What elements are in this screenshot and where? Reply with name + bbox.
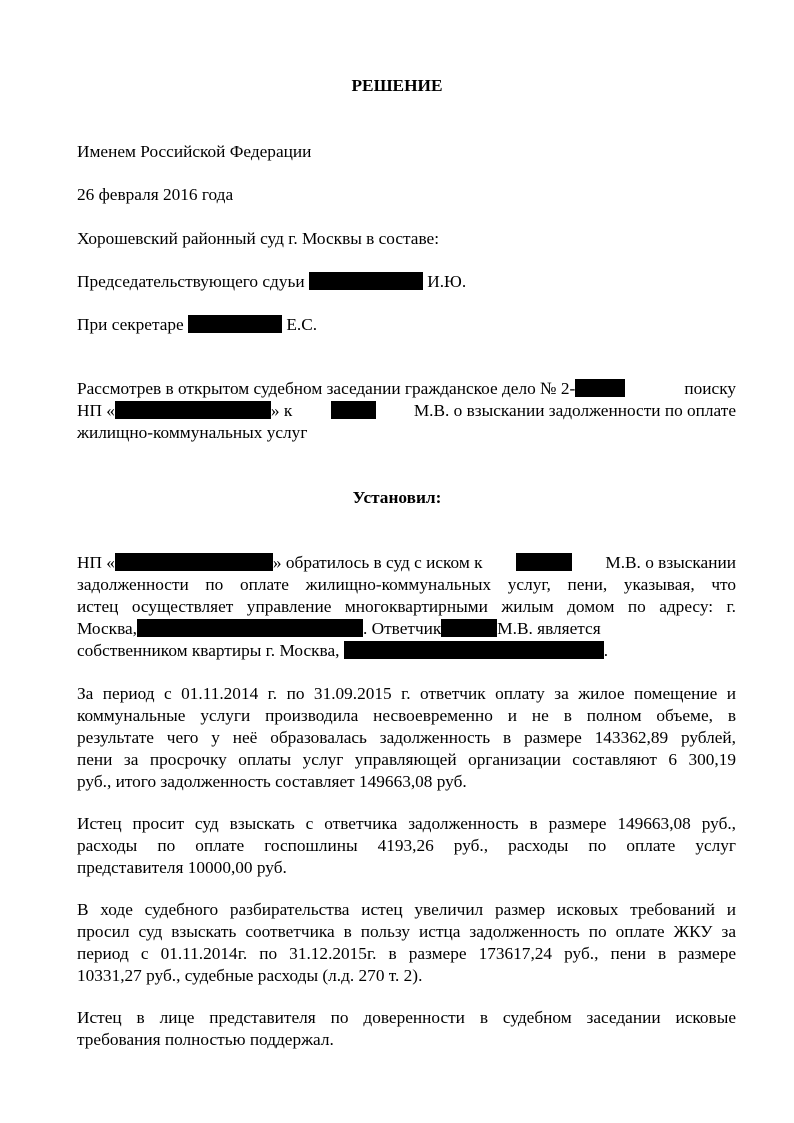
paragraph-line: просил суд взыскать соответчика в пользу истца задолженность по оплате ЖКУ за xyxy=(77,922,736,941)
paragraph-line: результате чего у неё образовалась задолженность в размере 143362,89 рублей, xyxy=(77,728,736,747)
case-line: жилищно-коммунальных услуг xyxy=(77,423,308,442)
paragraph-line: пени за просрочку оплаты услуг управляющей организации составляют 6 300,19 xyxy=(77,750,736,769)
secretary-prefix: При секретаре xyxy=(77,315,184,334)
paragraph-line: представителя 10000,00 руб. xyxy=(77,858,287,877)
paragraph-line xyxy=(77,640,736,662)
preamble-line: Именем Российской Федерации xyxy=(77,142,312,161)
paragraph-line: расходы по оплате госпошлины 4193,26 руб., расходы по оплате услуг xyxy=(77,836,736,855)
redaction-bar xyxy=(331,401,376,419)
section-heading: Установил: xyxy=(352,488,442,507)
judge-line xyxy=(77,271,736,293)
case-line xyxy=(77,400,736,422)
paragraph-text: собственником квартиры г. Москва, xyxy=(77,641,340,660)
case-text: НП « xyxy=(77,401,115,420)
paragraph-line: коммунальные услуги производила несвоевременно и не в полном объеме, в xyxy=(77,706,736,725)
paragraph-line: Истец в лице представителя по доверенности в судебном заседании исковые xyxy=(77,1008,736,1027)
paragraph-text: М.В. является xyxy=(497,619,601,638)
paragraph-text: » обратилось в суд с иском к xyxy=(272,553,483,572)
paragraph-line xyxy=(77,552,736,574)
paragraph-text: . xyxy=(603,641,609,660)
paragraph-text: Москва, xyxy=(77,619,137,638)
case-line xyxy=(77,378,736,400)
paragraph-line: истец осуществляет управление многоквартирными жилым домом по адресу: г. xyxy=(77,597,736,616)
paragraph-line: руб., итого задолженность составляет 149663,08 руб. xyxy=(77,772,467,791)
redaction-bar xyxy=(516,553,572,571)
paragraph-line: 10331,27 руб., судебные расходы (л.д. 270 т. 2). xyxy=(77,966,423,985)
redaction-bar xyxy=(115,401,271,419)
redaction-bar xyxy=(441,619,497,637)
paragraph-line: задолженности по оплате жилищно-коммунальных услуг, пени, указывая, что xyxy=(77,575,736,594)
decision-date: 26 февраля 2016 года xyxy=(77,185,234,204)
redaction-bar xyxy=(188,315,282,333)
secretary-line xyxy=(77,314,736,336)
case-text: поиску xyxy=(684,379,736,398)
judge-initials: И.Ю. xyxy=(427,272,467,291)
paragraph-text: НП « xyxy=(77,553,115,572)
paragraph-text: М.В. о взыскании xyxy=(605,553,736,572)
document-title: РЕШЕНИЕ xyxy=(351,76,443,95)
case-text: М.В. о взыскании задолженности по оплате xyxy=(413,401,736,420)
secretary-initials: Е.С. xyxy=(286,315,318,334)
redaction-bar xyxy=(309,272,423,290)
redaction-bar xyxy=(137,619,363,637)
case-text: Рассмотрев в открытом судебном заседании гражданское дело № 2- xyxy=(77,379,576,398)
paragraph-line: Истец просит суд взыскать с ответчика задолженность в размере 149663,08 руб., xyxy=(77,814,736,833)
paragraph-line: период с 01.11.2014г. по 31.12.2015г. в размере 173617,24 руб., пени в размере xyxy=(77,944,736,963)
paragraph-line: требования полностью поддержал. xyxy=(77,1030,334,1049)
redaction-bar xyxy=(115,553,273,571)
paragraph-line: В ходе судебного разбирательства истец увеличил размер исковых требований и xyxy=(77,900,736,919)
redaction-bar xyxy=(575,379,625,397)
redaction-bar xyxy=(344,641,604,659)
paragraph-line: За период с 01.11.2014 г. по 31.09.2015 г. ответчик оплату за жилое помещение и xyxy=(77,684,736,703)
case-text: » к xyxy=(270,401,293,420)
paragraph-text: . Ответчик xyxy=(363,619,442,638)
court-name: Хорошевский районный суд г. Москвы в составе: xyxy=(77,229,440,248)
judge-prefix: Председательствующего сдуьи xyxy=(77,272,305,291)
paragraph-line xyxy=(77,618,736,640)
